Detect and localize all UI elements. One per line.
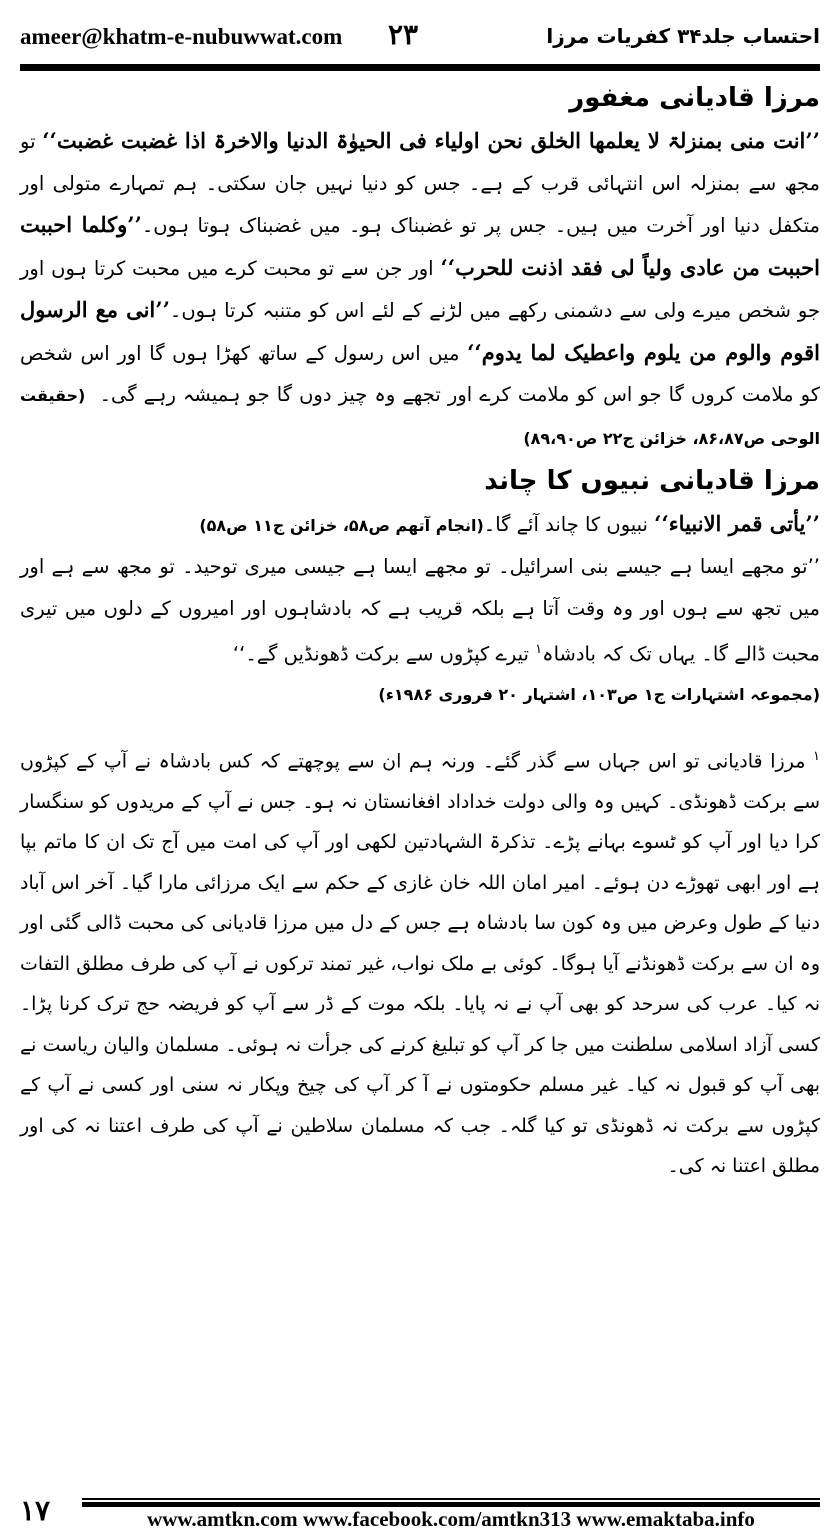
footer-rules [82,1498,820,1507]
section-body-maghfoor [20,120,820,459]
footnote-paragraph [20,737,820,1187]
reference-anjam-atham: (انجام آتھم ص۵۸، خزائن ج۱۱ ص۵۸) [199,516,484,535]
footer-website-links: www.amtkn.com www.facebook.com/amtkn313 www.emaktaba.info [147,1507,755,1531]
arabic-quote-3: ’’انی مع الرسول اقوم والوم من یلوم واعطیک لما یدوم‘‘ [20,297,820,365]
section-heading-chand: مرزا قادیانی نبیوں کا چاند [484,466,820,496]
footnote-marker: ۱ [535,642,543,657]
reference-haqiqat-ul-wahi: (حقیقت الوحی ص۸۶،۸۷، خزائن ج۲۲ ص۸۹،۹۰) [20,386,820,448]
quote-bani-israel [20,546,820,675]
footer-rule-thin [82,1498,820,1500]
section-gap [20,715,820,737]
header-book-title: احتساب جلد۳۴ کفریات مرزا [546,24,820,48]
header-page-number: ۲۳ [388,18,419,51]
urdu-translation-2: اور جن سے تو محبت کرے میں محبت کرتا ہوں اور جو شخص میرے ولی سے دشمنی رکھے میں لڑنے کے لئے اس کو متنبہ کرتا ہوں۔ [20,256,821,322]
quote-bani-israel-text: ’’تو مجھے ایسا ہے جیسے بنی اسرائیل۔ تو مجھے ایسا ہے جیسی میری توحید۔ تو مجھ سے ہے اور میں تجھ سے ہوں اور وہ وقت آتا ہے بلکہ قریب ہے کہ بادشاہوں اور امیروں کے دلوں میں تیری محبت ڈالے گا۔ یہاں تک کہ بادشاہ [20,555,820,666]
quote-bani-israel-end: تیرے کپڑوں سے برکت ڈھونڈیں گے۔‘‘ [232,642,536,666]
urdu-translation-qamar: نبیوں کا چاند آئے گا۔ [483,513,655,536]
page-content [20,76,820,1187]
header-rule [20,64,820,71]
arabic-quote-1: ’’انت منی بمنزلۃ لا یعلمھا الخلق نحن اولیاء فی الحیوٰۃ الدنیا والاخرۃ اذا غضبت غضبت‘‘ [42,128,820,153]
footnote-text: مرزا قادیانی تو اس جہاں سے گذر گئے۔ ورنہ ہم ان سے پوچھتے کہ کس بادشاہ نے آپ کے کپڑوں سے برکت ڈھونڈی۔ کہیں وہ والی دولت خداداد افغانستان نہ ہو۔ جس نے آپ کے مریدوں کو سنگسار کرا دیا اور آپ کو ٹسوے بہانے پڑے۔ تذکرۃ الشہادتین لکھی اور آپ کی امت میں آج تک ان کا ماتم بپا ہے اور ابھی تھوڑے دن ہوئے۔ امیر امان اللہ خان غازی کے حکم سے ایک مرزائی مارا گیا۔ آخر اس آباد دنیا کے طول وعرض میں وہ کون سا بادشاہ ہے جس کے دل میں مرزا قادیانی کی محبت ڈالی گئی اور وہ ان سے برکت ڈھونڈنے آیا ہوگا۔ کوئی بے ملک نواب، غیر تمند ترکوں نے آپ کی طرف مطلق التفات نہ کیا۔ عرب کی سرحد کو بھی آپ نے نہ پایا۔ بلکہ موت کے ڈر سے آپ کو فریضہ حج ترک کرنا پڑا۔ کسی آزاد اسلامی سلطنت میں جا کر آپ کو تبلیغ کرنے کی جرأت نہ ہوئی۔ مسلمان والیان ریاست نے بھی آپ کو قبول نہ کیا۔ غیر مسلم حکومتوں نے آ کر آپ کی چیخ وپکار نہ سنی اور کسی نے آپ کے کپڑوں سے برکت نہ ڈھونڈی تو کیا گلہ۔ جب کہ مسلمان سلاطین نے آپ کی طرف اعتنا نہ کی اور مطلق اعتنا نہ کی۔ [20,750,820,1178]
footnote-number: ۱ [813,749,820,764]
urdu-translation-3: میں اس رسول کے ساتھ کھڑا ہوں گا اور اس شخص کو ملامت کروں گا جو اس کو ملامت کرے اور تجھے وہ چیز دوں گا جو ہمیشہ رہے گی۔ [20,341,820,406]
arabic-quote-2: ’’وکلما احببت احببت من عادی ولیاً لی فقد اذنت للحرب‘‘ [20,212,820,280]
page-footer [20,1494,820,1534]
page-header [20,18,820,58]
arabic-quote-qamar: ’’یأتی قمر الانبیاء‘‘ [654,511,820,536]
section-heading-maghfoor: مرزا قادیانی مغفور [569,83,820,113]
urdu-translation-1: تو مجھ سے بمنزلہ اس انتہائی قرب کے ہے۔ جس کو دنیا نہیں جان سکتی۔ ہم تمہارے متولی اور متکفل دنیا اور آخرت میں ہیں۔ جس پر تو غضبناک ہو۔ میں غضبناک ہوتا ہوں۔ [20,130,820,237]
section-line-qamar [20,503,820,546]
footer-page-number: ۱۷ [20,1494,51,1527]
reference-ishtiharat: (مجموعہ اشتہارات ج۱ ص۱۰۳، اشتہار ۲۰ فروری ۱۹۸۶ء) [378,685,820,704]
header-email: ameer@khatm-e-nubuwwat.com [20,24,343,49]
